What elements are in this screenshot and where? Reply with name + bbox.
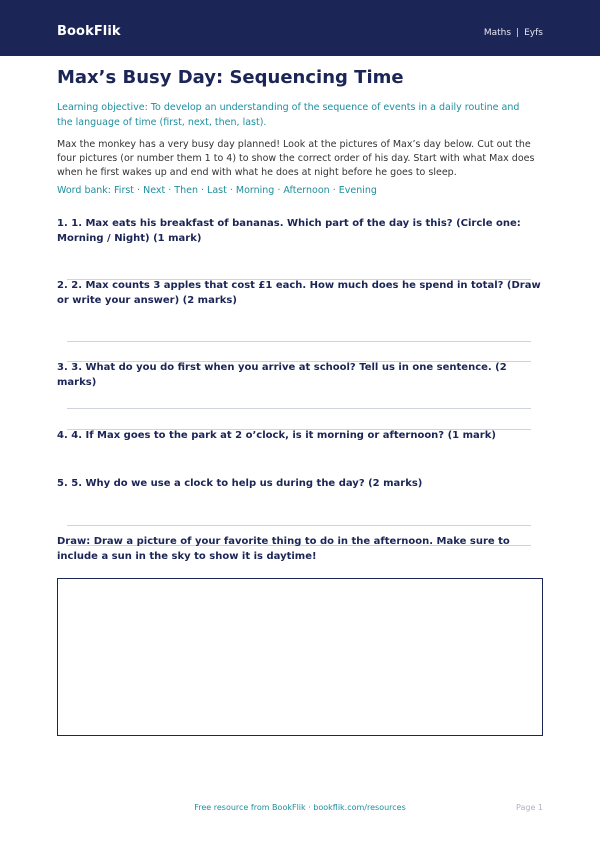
footer-credit: Free resource from BookFlik · bookflik.com/resources <box>194 803 406 812</box>
drawing-box[interactable] <box>57 578 543 736</box>
answer-line[interactable] <box>67 525 531 526</box>
question-3: 3. 3. What do you do first when you arrive at school? Tell us in one sentence. (2 marks) <box>57 362 507 388</box>
subject-label: Maths <box>483 28 512 38</box>
answer-line[interactable] <box>67 408 531 409</box>
page-title: Max’s Busy Day: Sequencing Time <box>57 67 404 88</box>
brand-logo: BookFlik <box>57 24 121 39</box>
learning-objective: Learning objective: To develop an understanding of the sequence of events in a daily routine and the language of time (first, next, then, last). <box>57 102 520 128</box>
answer-line[interactable] <box>67 341 531 342</box>
question-1: 1. 1. Max eats his breakfast of bananas. Which part of the day is this? (Circle one: Morning / Night) (1 mark) <box>57 218 521 244</box>
subject-tags <box>484 28 543 38</box>
level-label: Eyfs <box>524 28 543 38</box>
word-bank: Word bank: First · Next · Then · Last · Morning · Afternoon · Evening <box>57 185 377 196</box>
draw-prompt: Draw: Draw a picture of your favorite thing to do in the afternoon. Make sure to include a sun in the sky to show it is daytime! <box>57 536 510 562</box>
question-4: 4. 4. If Max goes to the park at 2 o’clock, is it morning or afternoon? (1 mark) <box>57 430 496 441</box>
tag-separator: | <box>516 28 520 38</box>
intro-text: Max the monkey has a very busy day planned! Look at the pictures of Max’s day below. Cut out the four pictures (or number them 1 to 4) to show the correct order of his day. Start with what Max does when he first wakes up and end with what he does at night before he goes to sleep. <box>57 139 535 178</box>
page-header <box>0 0 600 56</box>
question-2: 2. 2. Max counts 3 apples that cost £1 each. How much does he spend in total? (Draw or write your answer) (2 marks) <box>57 280 541 306</box>
page-number: Page 1 <box>516 803 543 812</box>
question-5: 5. 5. Why do we use a clock to help us during the day? (2 marks) <box>57 478 423 489</box>
